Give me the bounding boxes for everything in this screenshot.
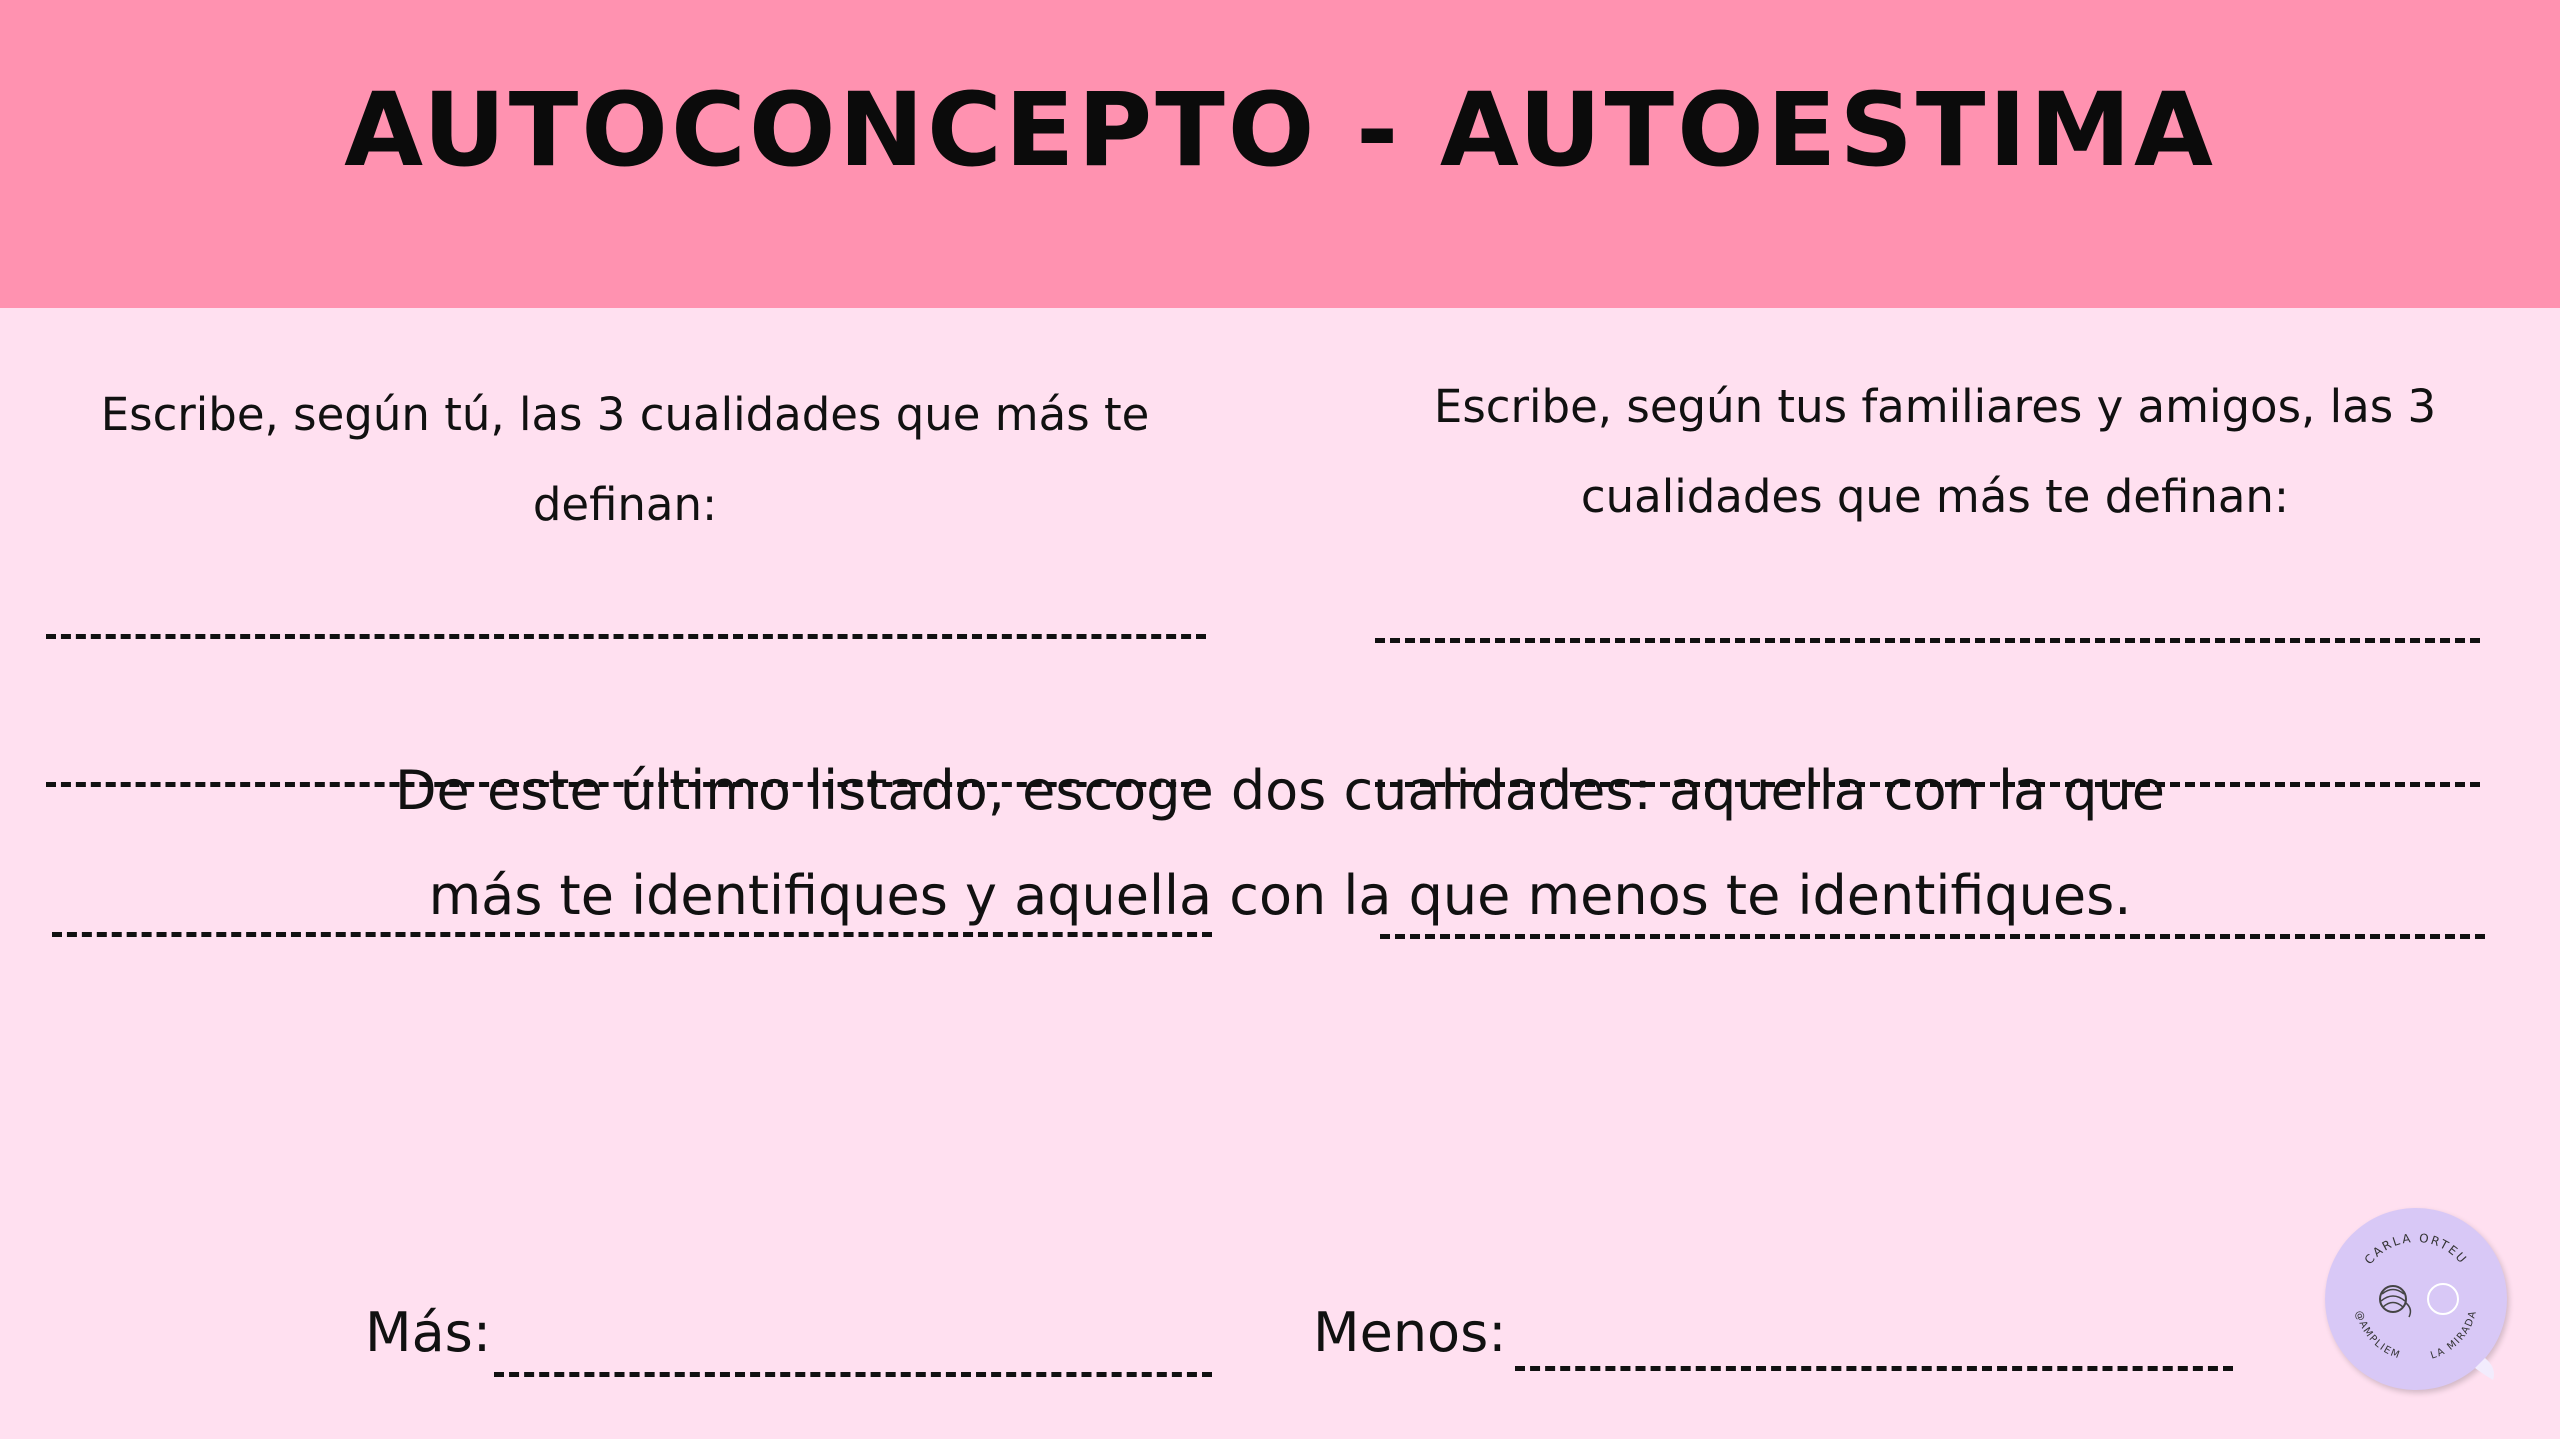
self-qualities-prompt: Escribe, según tú, las 3 cualidades que más te definan: [100, 388, 1150, 531]
yarn-ball-icon [2380, 1286, 2410, 1317]
worksheet-body [0, 308, 2560, 1439]
stamp-ring-decoration [2428, 1284, 2458, 1314]
choose-qualities-prompt: De este último listado, escoge dos cualidades: aquella con la que más te identifiques y aquella con la que menos te identifiques. [394, 759, 2166, 927]
mas-answer-line[interactable] [494, 1372, 1212, 1377]
stamp-bottom-right-text: LA MIRADA [2429, 1308, 2480, 1362]
others-qualities-section [1350, 362, 2520, 542]
others-quality-line-1[interactable] [1375, 638, 2480, 643]
stamp-graphic [2325, 1208, 2507, 1390]
self-qualities-section [40, 370, 1210, 550]
carla-orteu-stamp [2325, 1208, 2507, 1390]
stamp-top-text: CARLA ORTEU [2361, 1230, 2471, 1268]
others-qualities-prompt: Escribe, según tus familiares y amigos, las 3 cualidades que más te definan: [1433, 380, 2437, 523]
mas-label: Más: [365, 1301, 492, 1364]
self-quality-line-1[interactable] [46, 634, 1206, 639]
stamp-peel-corner [2475, 1358, 2494, 1380]
stamp-bottom-left-text: @AMPLIEM [2352, 1309, 2403, 1362]
menos-label: Menos: [1313, 1301, 1507, 1364]
page-title: AUTOCONCEPTO - AUTOESTIMA [344, 70, 2216, 190]
header-banner [0, 0, 2560, 308]
menos-answer-line[interactable] [1515, 1366, 2233, 1371]
